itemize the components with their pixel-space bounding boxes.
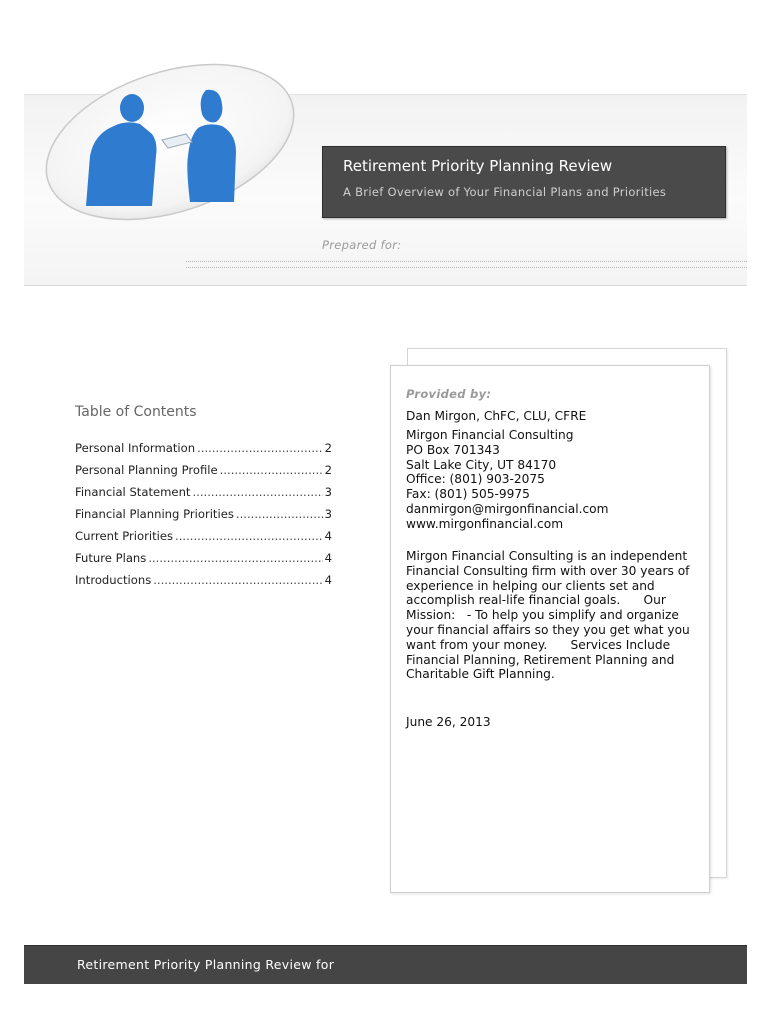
- toc-item-page: 2: [324, 463, 332, 477]
- prepared-for-label: Prepared for:: [322, 238, 402, 252]
- provider-company: Mirgon Financial Consulting: [406, 428, 574, 442]
- toc-leader: [220, 463, 323, 477]
- provider-email[interactable]: danmirgon@mirgonfinancial.com: [406, 502, 609, 516]
- toc-item-label: Financial Statement: [75, 485, 191, 499]
- toc-item-personal-information[interactable]: [75, 441, 332, 455]
- toc-item-financial-statement[interactable]: [75, 485, 332, 499]
- toc-item-page: 4: [324, 529, 332, 543]
- toc-item-page: 3: [324, 485, 332, 499]
- toc-item-label: Current Priorities: [75, 529, 174, 543]
- consultation-illustration: [40, 56, 302, 246]
- toc-item-label: Personal Planning Profile: [75, 463, 218, 477]
- toc-item-financial-planning-priorities[interactable]: [75, 507, 332, 521]
- toc-item-future-plans[interactable]: [75, 551, 332, 565]
- toc-item-label: Personal Information: [75, 441, 196, 455]
- toc-leader: [197, 441, 323, 455]
- toc-item-page: 4: [324, 573, 332, 587]
- prepared-for-rule: [186, 261, 747, 262]
- footer-text: Retirement Priority Planning Review for: [77, 957, 335, 972]
- toc-leader: [192, 485, 322, 499]
- toc-item-page: 2: [324, 441, 332, 455]
- provider-website[interactable]: www.mirgonfinancial.com: [406, 517, 564, 531]
- provider-address-line-1: PO Box 701343: [406, 443, 500, 457]
- provider-office-phone: Office: (801) 903-2075: [406, 472, 545, 486]
- toc-item-page: 4: [324, 551, 332, 565]
- toc-leader: [148, 551, 322, 565]
- provider-address-line-2: Salt Lake City, UT 84170: [406, 458, 557, 472]
- document-title: Retirement Priority Planning Review: [343, 157, 613, 175]
- provider-name: Dan Mirgon, ChFC, CLU, CFRE: [406, 409, 587, 423]
- provider-fax: Fax: (801) 505-9975: [406, 487, 530, 501]
- document-subtitle: A Brief Overview of Your Financial Plans and Priorities: [343, 185, 667, 199]
- toc-item-label: Financial Planning Priorities: [75, 507, 234, 521]
- provided-by-label: Provided by:: [406, 387, 492, 401]
- provider-description: Mirgon Financial Consulting is an independent Financial Consulting firm with over 30 years of experience in helping our clients set and accomplish real-life financial goals. Our Mission: - To help you simplify and organize your financial affairs so they you get what you want from your money. Services Include Financial Planning, Retirement Planning and Charitable Gift Planning.: [406, 549, 694, 682]
- toc-item-personal-planning-profile[interactable]: [75, 463, 332, 477]
- toc-leader: [153, 573, 322, 587]
- toc-title: Table of Contents: [75, 404, 197, 420]
- title-box: [322, 146, 726, 218]
- prepared-for-rule-secondary: [186, 267, 747, 268]
- toc-item-label: Future Plans: [75, 551, 147, 565]
- document-date: June 26, 2013: [406, 715, 491, 729]
- toc-leader: [175, 529, 323, 543]
- toc-item-current-priorities[interactable]: [75, 529, 332, 543]
- toc-leader: [236, 507, 323, 521]
- footer-band: [24, 945, 747, 984]
- toc-item-introductions[interactable]: [75, 573, 332, 587]
- toc-item-label: Introductions: [75, 573, 152, 587]
- toc-item-page: 3: [324, 507, 332, 521]
